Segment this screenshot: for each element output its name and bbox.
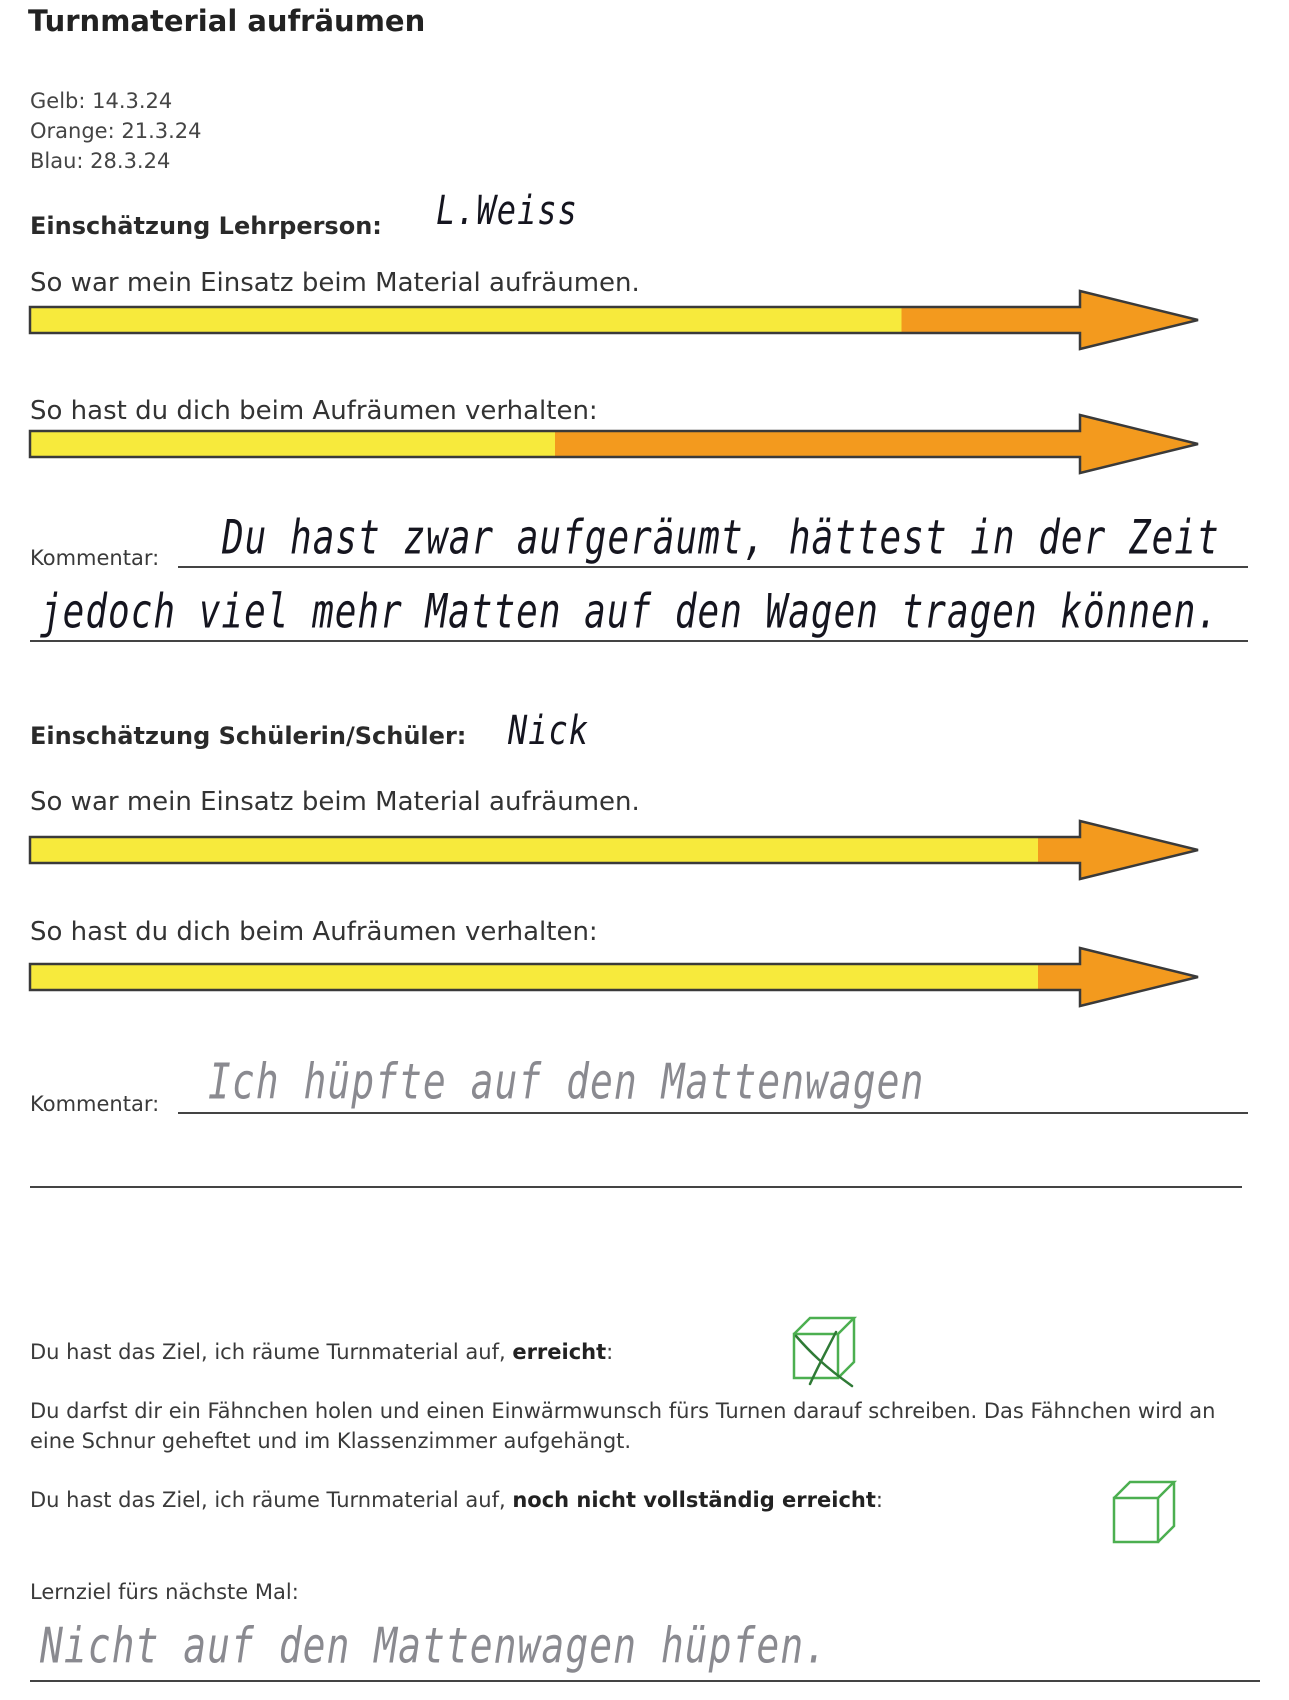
student-q2-scale-arrow[interactable] (28, 942, 1208, 1012)
next-goal-line (30, 1680, 1260, 1682)
teacher-comment-line-1 (178, 566, 1248, 568)
student-comment-label: Kommentar: (30, 1092, 160, 1116)
arrow-icon (28, 942, 1208, 1012)
teacher-q2-scale-arrow[interactable] (28, 409, 1208, 479)
cube-checkbox-icon (1110, 1474, 1178, 1554)
teacher-heading: Einschätzung Lehrperson: (30, 212, 382, 240)
teacher-q1-prompt: So war mein Einsatz beim Material aufräumen. (30, 268, 640, 298)
date-orange: Orange: 21.3.24 (30, 119, 202, 143)
teacher-comment-label: Kommentar: (30, 546, 160, 570)
arrow-icon (28, 815, 1208, 885)
teacher-q2-prompt: So hast du dich beim Aufräumen verhalten: (30, 396, 598, 426)
teacher-comment-text-2: jedoch viel mehr Matten auf den Wagen tragen können. (40, 585, 1220, 639)
teacher-name: L.Weiss (436, 186, 578, 234)
student-name: Nick (508, 706, 590, 754)
orange-rating-fill (555, 415, 1198, 473)
date-blue: Blau: 28.3.24 (30, 149, 171, 173)
student-q2-prompt: So hast du dich beim Aufräumen verhalten: (30, 917, 598, 947)
student-heading: Einschätzung Schülerin/Schüler: (30, 722, 467, 750)
next-goal-label: Lernziel fürs nächste Mal: (30, 1580, 299, 1604)
orange-rating-fill (902, 291, 1199, 349)
student-q1-prompt: So war mein Einsatz beim Material aufräumen. (30, 787, 640, 817)
reward-text: Du darfst dir ein Fähnchen holen und einen Einwärmwunsch fürs Turnen darauf schreiben. Das Fähnchen wird an eine Schnur geheftet und im Klassenzimmer aufgehängt. (30, 1399, 1216, 1453)
page-title: Turnmaterial aufräumen (28, 4, 426, 38)
goal-not-reached-checkbox[interactable] (1110, 1474, 1178, 1552)
goal-reached-text: Du hast das Ziel, ich räume Turnmaterial auf, erreicht: (30, 1340, 614, 1364)
cube-checkbox-icon (790, 1310, 858, 1390)
goal-reached-checkbox[interactable] (790, 1310, 858, 1388)
date-list (30, 86, 202, 176)
student-comment-line-2 (30, 1186, 1242, 1188)
teacher-comment-line-2 (30, 640, 1248, 642)
student-q1-scale-arrow[interactable] (28, 815, 1208, 885)
arrow-icon (28, 409, 1208, 479)
student-comment-text-1: Ich hüpfte auf den Mattenwagen (208, 1052, 925, 1110)
arrow-icon (28, 285, 1208, 355)
goal-not-reached-text: Du hast das Ziel, ich räume Turnmaterial auf, noch nicht vollständig erreicht: (30, 1488, 883, 1512)
teacher-comment-text-1: Du hast zwar aufgeräumt, hättest in der Zeit (222, 511, 1220, 565)
date-yellow: Gelb: 14.3.24 (30, 89, 173, 113)
teacher-q1-scale-arrow[interactable] (28, 285, 1208, 355)
student-comment-line-1 (178, 1112, 1248, 1114)
next-goal-text: Nicht auf den Mattenwagen hüpfen. (40, 1616, 828, 1674)
